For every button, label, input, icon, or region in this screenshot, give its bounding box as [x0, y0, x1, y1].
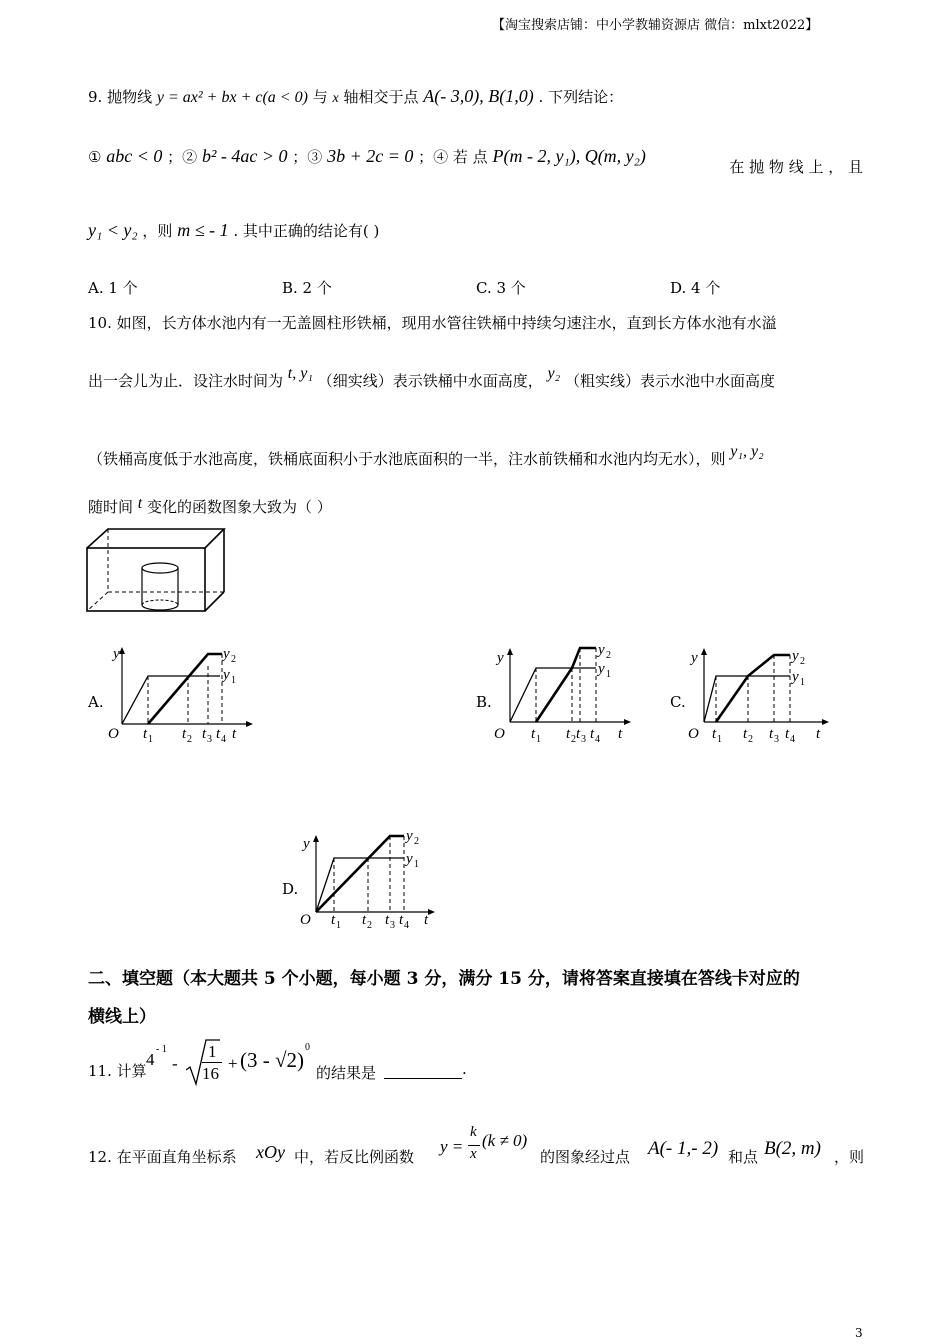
q9-c2: b² - 4ac > 0 — [201, 146, 288, 166]
q9-conclusion: m ≤ - 1 — [177, 220, 229, 240]
graph-d-t1: t — [331, 912, 336, 928]
graph-c-origin: O — [688, 726, 699, 742]
q9-x-var: x — [332, 91, 339, 106]
q9-c3-mark: ；③ — [292, 148, 323, 166]
page-header: 【淘宝搜索店铺：中小学教辅资源店 微信：mlxt2022】 — [492, 18, 819, 33]
graph-a-t-axis: t — [232, 726, 237, 742]
graph-a-t3-sub: 3 — [207, 734, 212, 745]
graph-c-t1: t — [712, 726, 717, 742]
q11-number: 11. 计算 — [88, 1062, 147, 1080]
graph-b-y1-sub: 1 — [606, 669, 611, 680]
graph-a-t2: t — [182, 726, 187, 742]
graph-b-y1-label: y — [598, 661, 605, 677]
q9-text-tail: . 下列结论： — [538, 88, 624, 106]
q10-line2 — [88, 365, 775, 391]
graph-d-y-axis: y — [303, 836, 310, 852]
q11-minus: - — [172, 1054, 178, 1073]
graph-a-y1-sub: 1 — [231, 675, 236, 686]
graph-b-t2: t — [566, 726, 571, 742]
graph-c-t2-sub: 2 — [748, 734, 753, 745]
graph-b-t4: t — [590, 726, 595, 742]
q10-y2: y₂ — [547, 365, 561, 382]
bucket-bottom-back — [142, 600, 178, 605]
q10-y1y2: y₁, y₂ — [730, 443, 764, 460]
pool-right-bottom-edge — [205, 592, 224, 611]
pool-hidden-diagonal — [87, 592, 108, 611]
graph-b-t1: t — [531, 726, 536, 742]
q12-xoy: xOy — [256, 1142, 285, 1162]
pool-figure — [84, 526, 230, 618]
graph-d-t4-sub: 4 — [404, 920, 409, 930]
graph-a-t2-sub: 2 — [187, 734, 192, 745]
graph-b-y2 — [536, 648, 596, 722]
graph-a-t3: t — [202, 726, 207, 742]
graph-d-y2-sub: 2 — [414, 836, 419, 847]
graph-d-y2-label: y — [406, 828, 413, 844]
graph-label-b: B. — [476, 693, 492, 711]
q10-line4b: 变化的函数图象大致为（ ） — [147, 498, 332, 516]
graph-a-y2-sub: 2 — [231, 654, 236, 665]
q10-line2a: 出一会儿为止．设注水时间为 — [88, 372, 284, 390]
graph-label-c: C. — [670, 693, 686, 711]
q9-then: ，则 — [142, 222, 173, 240]
graph-a — [104, 642, 254, 746]
graph-d-y1-label: y — [406, 851, 413, 867]
graph-d-t2: t — [362, 912, 367, 928]
q11-end: . — [462, 1060, 467, 1078]
graph-d-t3-sub: 3 — [390, 920, 395, 930]
graph-c-t2: t — [743, 726, 748, 742]
q9-c4-points: P(m - 2, y₁), Q(m, y₂) — [492, 146, 646, 166]
q12-number: 12. 在平面直角坐标系 — [88, 1148, 237, 1166]
graph-d-origin: O — [300, 912, 311, 928]
graph-b-y2-sub: 2 — [606, 650, 611, 661]
graph-d-t3: t — [385, 912, 390, 928]
graph-label-d: D. — [282, 880, 299, 898]
q9-option-d: D. 4 个 — [670, 279, 721, 297]
graph-d — [298, 826, 448, 930]
q11-frac-den: 16 — [202, 1064, 219, 1083]
graph-d-t2-sub: 2 — [367, 920, 372, 930]
graph-b-t3-sub: 3 — [581, 734, 586, 745]
q12-tail: ，则 — [833, 1148, 864, 1166]
q10-t: t — [137, 495, 143, 512]
bucket-top — [142, 563, 178, 573]
q11-base: 4 — [146, 1050, 155, 1069]
graph-d-t4: t — [399, 912, 404, 928]
graph-c-y1-sub: 1 — [800, 677, 805, 688]
graph-a-origin: O — [108, 726, 119, 742]
graph-b-t3: t — [576, 726, 581, 742]
q9-c2-mark: ；② — [167, 148, 198, 166]
graph-a-t4-sub: 4 — [221, 734, 226, 745]
q10-line3 — [88, 443, 764, 469]
q9-points: A(- 3,0), B(1,0) — [423, 86, 534, 106]
graph-a-y2-label: y — [223, 646, 230, 662]
graph-b-y-axis: y — [497, 650, 504, 666]
graph-label-a: A. — [88, 693, 104, 711]
q10-line3-text: （铁桶高度低于水池高度，铁桶底面积小于水池底面积的一半，注水前铁桶和水池内均无水），则 — [88, 450, 726, 468]
graph-c-y1-label: y — [792, 669, 799, 685]
graph-b-t-axis: t — [618, 726, 623, 742]
q9-equation: y = ax² + bx + c(a < 0) — [156, 89, 308, 106]
graph-b-t4-sub: 4 — [595, 734, 600, 745]
q10-line2c: （粗实线）表示水池中水面高度 — [564, 372, 775, 390]
graph-c-t4-sub: 4 — [790, 734, 795, 745]
q9-line1 — [88, 86, 623, 107]
graph-b-t2-sub: 2 — [571, 734, 576, 745]
page-number: 3 — [855, 1326, 863, 1340]
q9-text-mid: 与 — [312, 88, 328, 106]
q9-text-mid2: 轴相交于点 — [343, 88, 419, 106]
graph-c-y2-sub: 2 — [800, 656, 805, 667]
graph-d-t-axis: t — [424, 912, 429, 928]
q11-frac-num: 1 — [208, 1042, 217, 1061]
q9-c1: abc < 0 — [106, 146, 163, 166]
q11-exponent: - 1 — [156, 1044, 167, 1055]
graph-a-y2 — [148, 654, 222, 724]
graph-b-y2-label: y — [598, 642, 605, 658]
q12-func-y: y = — [440, 1137, 464, 1156]
q11-plus: + — [228, 1054, 238, 1073]
graph-c-y2 — [716, 655, 790, 722]
q10-line2b: （细实线）表示铁桶中水面高度， — [317, 372, 543, 390]
q11-answer-blank[interactable] — [384, 1064, 462, 1079]
q9-condition: y₁ < y₂ — [88, 220, 138, 240]
q9-line3 — [88, 220, 379, 241]
q9-c4-mark: ；④ 若 点 — [418, 148, 488, 166]
graph-c-y2-label: y — [792, 648, 799, 664]
graph-b — [492, 642, 642, 746]
q9-c3: 3b + 2c = 0 — [327, 146, 414, 166]
bucket-bottom — [142, 605, 178, 610]
q9-option-b: B. 2 个 — [282, 279, 332, 297]
q9-c1-mark: ① — [88, 148, 102, 166]
graph-a-y1-label: y — [223, 667, 230, 683]
q10-line1: 10. 如图，长方体水池内有一无盖圆柱形铁桶，现用水管往铁桶中持续匀速注水，直到长方体水池有水溢 — [88, 314, 777, 332]
graph-d-y1-sub: 1 — [414, 859, 419, 870]
graph-c-y1 — [704, 676, 790, 722]
graph-a-t1-sub: 1 — [148, 734, 153, 745]
q9-option-c: C. 3 个 — [476, 279, 526, 297]
graph-a-y-axis: y — [113, 646, 120, 662]
q11-paren-exp: 0 — [305, 1042, 310, 1053]
graph-c-t1-sub: 1 — [717, 734, 722, 745]
q9-number: 9. 抛物线 — [88, 88, 153, 106]
q12-mid: 中，若反比例函数 — [294, 1148, 415, 1166]
q11-tail: 的结果是 — [316, 1064, 377, 1082]
q12-line — [88, 1124, 864, 1174]
q12-mid2: 的图象经过点 — [540, 1148, 631, 1166]
q10-t-y1: t, y₁ — [287, 365, 313, 382]
q10-line4a: 随时间 — [88, 498, 134, 516]
q12-and: 和点 — [728, 1148, 759, 1166]
q12-func-num: k — [470, 1124, 477, 1140]
graph-b-t1-sub: 1 — [536, 734, 541, 745]
q12-func-cond: (k ≠ 0) — [482, 1131, 528, 1150]
graph-a-y1 — [122, 676, 220, 724]
graph-c — [686, 642, 836, 746]
section2-title-line2: 横线上） — [88, 1007, 156, 1027]
graph-c-t-axis: t — [816, 726, 821, 742]
graph-a-t1: t — [143, 726, 148, 742]
q12-point-a: A(- 1,- 2) — [648, 1138, 719, 1159]
q12-point-b: B(2, m) — [764, 1138, 821, 1159]
section2-title-line1: 二、填空题（本大题共 5 个小题，每小题 3 分，满分 15 分，请将答案直接填在答线卡对应的 — [88, 969, 800, 989]
q11-paren: (3 - √2) — [240, 1048, 305, 1072]
graph-c-t3-sub: 3 — [774, 734, 779, 745]
q9-option-a: A. 1 个 — [88, 279, 138, 297]
q9-c4-tail: 在 抛 物 线 上 ， 且 — [729, 158, 863, 176]
q11-frac-bar — [202, 1062, 222, 1063]
graph-d-t1-sub: 1 — [336, 920, 341, 930]
graph-c-t3: t — [769, 726, 774, 742]
graph-a-t4: t — [216, 726, 221, 742]
q12-func-den: x — [470, 1146, 477, 1162]
graph-c-y-axis: y — [691, 650, 698, 666]
q10-line4 — [88, 496, 332, 517]
graph-b-origin: O — [494, 726, 505, 742]
graph-c-t4: t — [785, 726, 790, 742]
q9-tail2: . 其中正确的结论有( ) — [233, 222, 380, 240]
